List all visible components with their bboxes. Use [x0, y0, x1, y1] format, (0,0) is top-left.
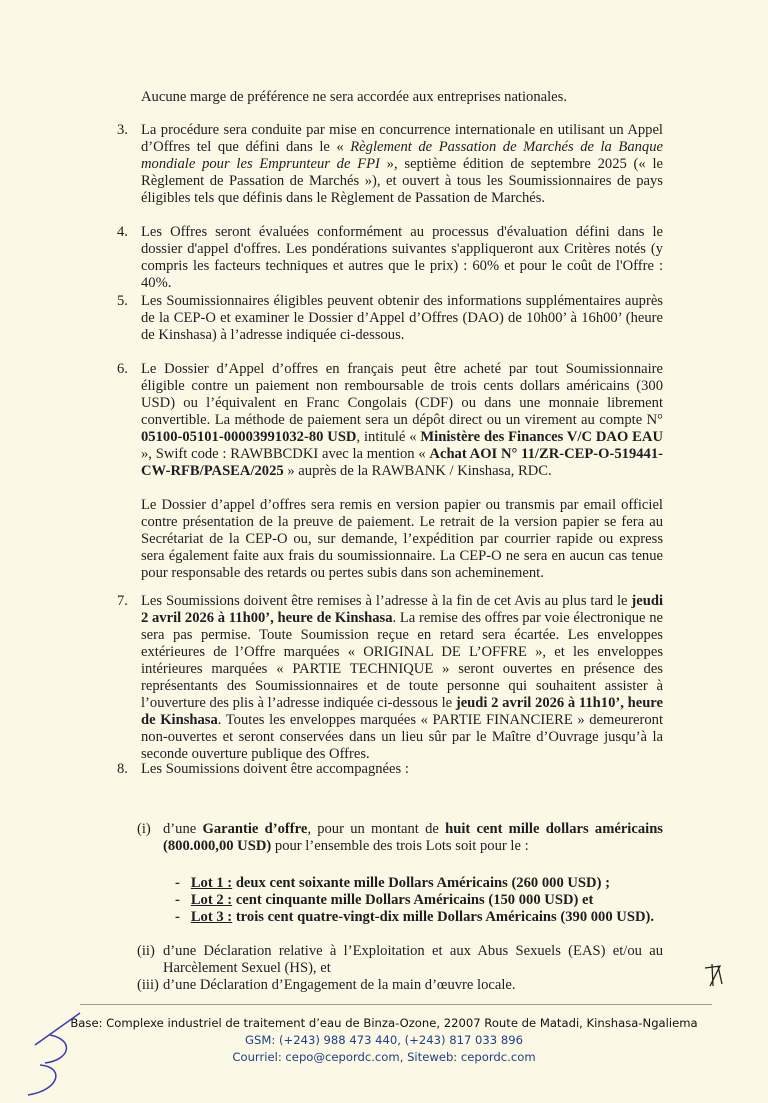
- text-segment: », septième édition de septembre 2025 (« le Règlement de Passation de Marchés »), et ouvert à tous les Soumissionnaires de pays éligibles tels que définis dans le Règlement de Passation de Marchés.: [141, 156, 664, 206]
- lot-amount: deux cent soixante mille Dollars Américains (260 000 USD) ;: [232, 875, 610, 891]
- gsm-value: (+243) 988 473 440, (+243) 817 033 896: [275, 1033, 523, 1047]
- item-paragraph: [141, 761, 663, 778]
- text-segment: », Swift code : RAWBBCDKI avec la mention «: [141, 446, 430, 462]
- text-segment: d’une Déclaration d’Engagement de la main d’œuvre locale.: [163, 977, 516, 993]
- item-paragraph: [141, 293, 663, 344]
- text-segment: Le Dossier d’Appel d’offres en français peut être acheté par tout Soumissionnaire éligible contre un paiement non remboursable de trois cents dollars américains (300 USD) ou l’équivalent en Franc Congolais (CDF) ou dans une monnaie librement convertible. La méthode de paiement sera un dépôt direct ou un virement au compte N°: [141, 361, 663, 428]
- text-segment: Les Offres seront évaluées conformément au processus d'évaluation défini dans le dossier d'appel d'offres. Les pondérations suivantes s'appliqueront aux Critères notés (y compris les facteurs techniques et autres que le prix) : 60% et pour le coût de l'Offre : 40%.: [141, 224, 663, 291]
- item-number: 7.: [117, 593, 128, 609]
- subitem-paragraph: [163, 821, 663, 855]
- bullet: -: [175, 875, 191, 891]
- item-number: 3.: [117, 122, 128, 138]
- lot-label: Lot 3 :: [190, 909, 233, 925]
- bullet: -: [175, 892, 191, 908]
- text-segment: Les Soumissions doivent être remises à l’adresse à la fin de cet Avis au plus tard le: [141, 593, 632, 609]
- text-segment: , intitulé «: [356, 429, 421, 445]
- text-segment: d’une: [163, 821, 203, 837]
- text-segment: Ministère des Finances V/C DAO EAU: [420, 429, 663, 445]
- lot-item: [175, 875, 665, 892]
- text-segment: » auprès de la RAWBANK / Kinshasa, RDC.: [283, 463, 552, 479]
- text-segment: Les Soumissionnaires éligibles peuvent obtenir des informations supplémentaires auprès de la CEP-O et examiner le Dossier d’Appel d’Offres (DAO) de 10h00’ à 16h00’ (heure de Kinshasa) à l’adresse indiquée ci-dessous.: [141, 293, 663, 343]
- text-segment: 05100-05101-00003991032-80 USD: [141, 429, 357, 445]
- bullet: -: [175, 909, 191, 925]
- subitem-paragraph: [163, 943, 663, 977]
- item-number: 8.: [117, 761, 128, 777]
- text-segment: Le Dossier d’appel d’offres sera remis en version papier ou transmis par email officiel contre présentation de la preuve de paiement. Le retrait de la version papier se fera au Secrétariat de la CEP-O ou, sur demande, l’expédition par courrier rapide ou express sera également faite aux frais du soumissionnaire. La CEP-O ne sera en aucun cas tenue pour responsable des retards ou pertes subis dans son acheminement.: [141, 497, 663, 581]
- item-paragraph: [141, 497, 663, 582]
- signature-mark: [20, 1005, 95, 1100]
- footer-contact: [0, 1049, 768, 1066]
- text-segment: , pour un montant de: [307, 821, 446, 837]
- subitem-number: (i): [137, 821, 151, 837]
- initials-mark: [700, 960, 730, 990]
- lot-amount: cent cinquante mille Dollars Américains (150 000 USD) et: [232, 892, 594, 908]
- footer-divider: [80, 1004, 712, 1005]
- text-segment: pour l’ensemble des trois Lots soit pour le :: [271, 838, 529, 854]
- subitem-number: (ii): [137, 943, 155, 959]
- item-number: 6.: [117, 361, 128, 377]
- item-number: 4.: [117, 224, 128, 240]
- gsm-label: GSM:: [245, 1033, 276, 1047]
- text-segment: huit cent mille dollars américains (800.000,00 USD): [163, 821, 663, 854]
- email-label: Courriel:: [232, 1050, 282, 1064]
- lot-item: [175, 909, 665, 926]
- footer-gsm: [0, 1032, 768, 1049]
- text-segment: Achat AOI N° 11/ZR-CEP-O-519441-CW-RFB/PASEA/2025: [141, 446, 664, 479]
- subitem-number: (iii): [137, 977, 159, 993]
- text-segment: . La remise des offres par voie électronique ne sera pas permise. Toute Soumission reçue en retard sera écartée. Les enveloppes extérieures de l’Offre marquées « ORIGINAL DE L’OFFRE », et les enveloppes intérieures marquées « PARTIE TECHNIQUE » seront ouvertes en présence des représentants des Soumissionnaires et de toute personne qui souhaitent assister à l’ouverture des plis à l’adresse indiquée ci-dessous le: [141, 610, 663, 711]
- text-segment: d’une Déclaration relative à l’Exploitation et aux Abus Sexuels (EAS) et/ou au Harcèlement Sexuel (HS), et: [163, 943, 663, 976]
- web-link[interactable]: cepordc.com: [457, 1050, 536, 1064]
- item-number: 5.: [117, 293, 128, 309]
- item-paragraph: [141, 361, 663, 480]
- address-label: Base:: [70, 1016, 103, 1030]
- item-paragraph: [141, 122, 663, 207]
- email-link[interactable]: cepo@cepordc.com: [281, 1050, 400, 1064]
- subitem-paragraph: [163, 977, 663, 994]
- item-paragraph: [141, 224, 663, 292]
- item-paragraph: [141, 593, 663, 763]
- text-segment: jeudi 2 avril 2026 à 11h10’, heure de Kinshasa: [141, 695, 663, 728]
- web-label: , Siteweb:: [399, 1050, 458, 1064]
- footer-address: [0, 1015, 768, 1032]
- text-segment: Garantie d’offre: [202, 821, 308, 837]
- intro-text: Aucune marge de préférence ne sera accordée aux entreprises nationales.: [141, 89, 567, 105]
- text-segment: La procédure sera conduite par mise en concurrence internationale en utilisant un Appel d’Offres tel que défini dans le «: [141, 122, 663, 155]
- lot-amount: trois cent quatre-vingt-dix mille Dollars Américains (390 000 USD).: [232, 909, 655, 925]
- lot-item: [175, 892, 665, 909]
- text-segment: Règlement de Passation de Marchés de la Banque mondiale pour les Emprunteur de FPI: [141, 139, 663, 172]
- text-segment: Les Soumissions doivent être accompagnées :: [141, 761, 409, 777]
- address-value: Complexe industriel de traitement d’eau de Binza-Ozone, 22007 Route de Matadi, Kinshasa-Ngaliema: [102, 1016, 698, 1030]
- text-segment: jeudi 2 avril 2026 à 11h00’, heure de Kinshasa: [141, 593, 663, 626]
- lot-label: Lot 2 :: [190, 892, 233, 908]
- text-segment: . Toutes les enveloppes marquées « PARTIE FINANCIERE » demeureront non-ouvertes et seront conservées dans un lieu sûr par le Maître d’Ouvrage jusqu’à la seconde ouverture publique des Offres.: [141, 712, 663, 762]
- lot-label: Lot 1 :: [190, 875, 233, 891]
